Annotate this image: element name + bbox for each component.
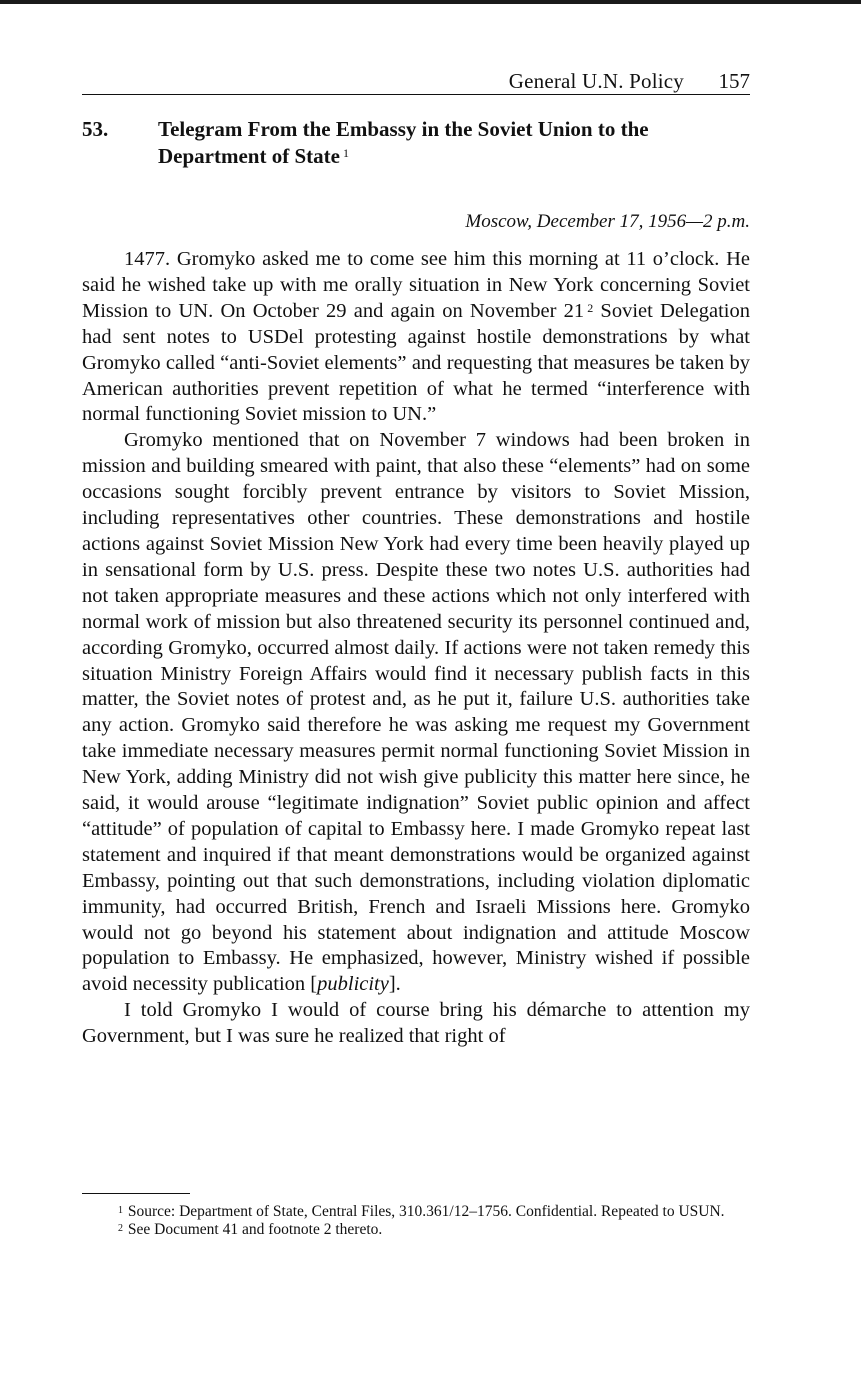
paragraph-1-part-b: Soviet Delegation had sent notes to USDel protesting against hostile demonstrations by what Gromyko called “anti-Soviet elements” and requesting that measures be taken by American authorities prevent repetition of what he termed “interference with normal functioning Soviet mission to UN.”	[82, 299, 750, 426]
paragraph-3: I told Gromyko I would of course bring his démarche to attention my Government, but I was sure he realized that right of	[82, 999, 750, 1048]
footnote-2-marker: 2	[118, 1223, 123, 1234]
footnote-1-marker: 1	[118, 1205, 123, 1216]
paragraph-1	[82, 247, 750, 428]
running-head-title: General U.N. Policy	[508, 69, 684, 93]
running-head	[82, 68, 750, 95]
document-title	[158, 116, 748, 170]
footnote-1-text: Source: Department of State, Central Files, 310.361/12–1756. Confidential. Repeated to USUN.	[127, 1203, 725, 1220]
footnote-ref-1: 1	[342, 146, 349, 160]
top-scan-border	[0, 0, 861, 4]
document-number: 53.	[82, 117, 109, 141]
footnotes	[82, 1203, 750, 1239]
telegram-body	[82, 247, 750, 1050]
page-number: 157	[718, 69, 750, 93]
document-title-text: Telegram From the Embassy in the Soviet Union to the Department of State	[158, 117, 649, 168]
editorial-insertion: publicity	[317, 973, 389, 996]
paragraph-2-text: Gromyko mentioned that on November 7 windows had been broken in mission and building smeared with paint, that also these “elements” had on some occasions sought forcibly prevent entrance by visitors to Soviet Mission, including representatives other countries. These demonstrations and hostile actions against Soviet Mission New York had every time been heavily played up in sensational form by U.S. press. Despite these two notes U.S. authorities had not taken appropriate measures and these actions which not only interfered with normal work of mission but also threatened security its personnel continued and, according Gromyko, occurred almost daily. If actions were not taken remedy this situation Ministry Foreign Affairs would find it necessary publish facts in this matter, the Soviet notes of protest and, as he put it, failure U.S. authorities take any action. Gromyko said therefore he was asking me request my Government take immediate necessary measures permit normal functioning Soviet Mission in New York, adding Ministry did not wish give publicity this matter here since, he said, it would arouse “legitimate indignation” Soviet public opinion and affect “attitude” of population of capital to Embassy here. I made Gromyko repeat last statement and inquired if that meant demonstrations would be organized against Embassy, pointing out that such demonstrations, including violation diplomatic immunity, had occurred British, French and Israeli Missions here. Gromyko would not go beyond his statement about indignation and attitude Moscow population to Embassy. He emphasized, however, Ministry wished if possible avoid necessity publication	[82, 429, 750, 996]
dateline: Moscow, December 17, 1956—2 p.m.	[465, 211, 750, 232]
bracket-open: [	[310, 973, 318, 996]
footnote-ref-2: 2	[587, 300, 594, 315]
footnote-separator	[82, 1193, 190, 1194]
bracket-close: ].	[388, 973, 401, 996]
footnote-1	[82, 1203, 750, 1221]
footnote-2-text: See Document 41 and footnote 2 thereto.	[127, 1221, 383, 1238]
footnote-2	[82, 1221, 750, 1239]
paragraph-1-part-a: 1477. Gromyko asked me to come see him this morning at 11 o’clock. He said he wished take up with me orally situation in New York concerning Soviet Mission to UN. On October 29 and again on November 21	[82, 248, 750, 322]
paragraph-2	[82, 428, 750, 998]
